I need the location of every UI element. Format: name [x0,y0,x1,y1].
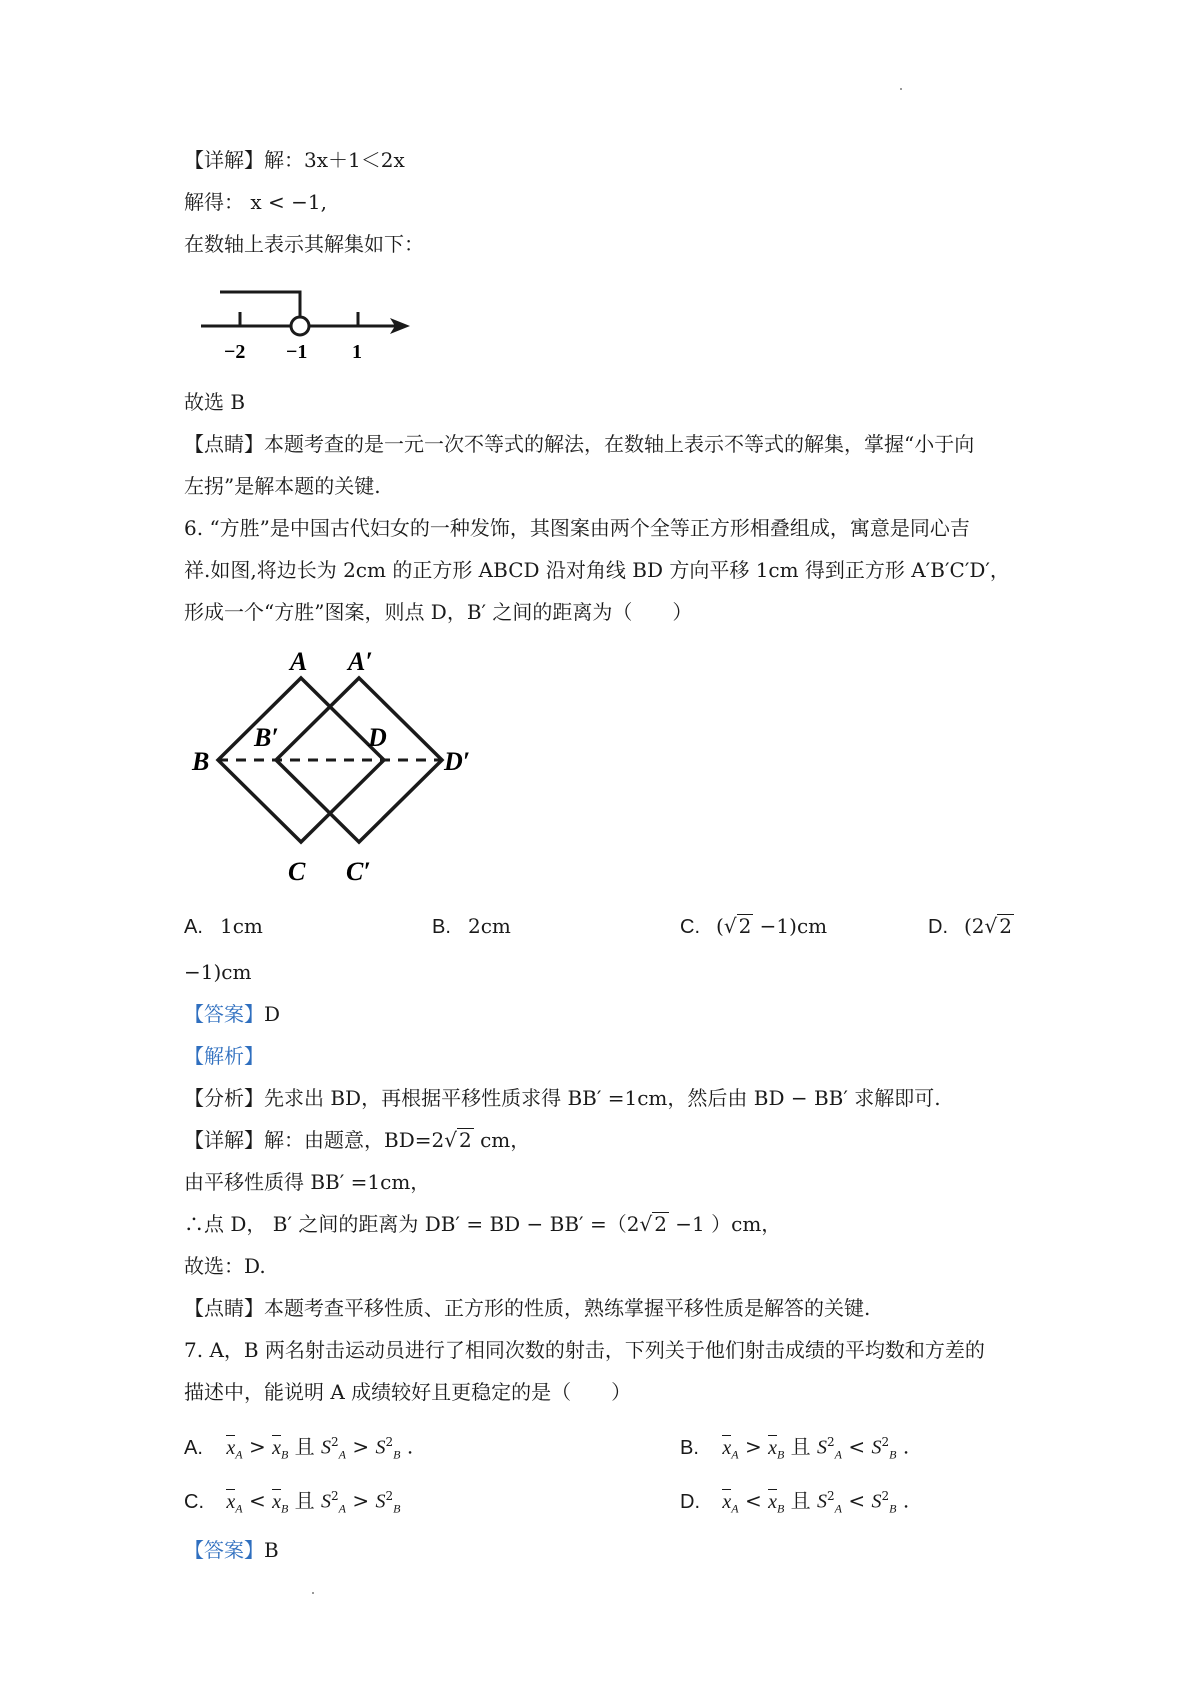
radicand: 2 [458,1128,472,1152]
var-s: S [817,1436,828,1459]
sub: B [889,1447,897,1462]
tick-label-minus-2: −2 [224,341,246,362]
sup: 2 [881,1435,890,1449]
q5-solve-line: 解得： x < −1, [184,190,327,214]
option-label: B. [432,916,451,938]
sqrt-sign: √ [444,1128,457,1152]
option-pre: ( [716,914,724,938]
sub: A [235,1501,243,1516]
q6-detail-line [184,1126,530,1154]
q7-answer-tag: 【答案】 [184,1538,264,1562]
var-s: S [871,1436,882,1459]
sup: 2 [881,1489,890,1503]
q7-option-d [680,1482,909,1523]
sup: 2 [385,1435,394,1449]
rel: < [242,1488,273,1513]
q5-comment-text1: 本题考查的是一元一次不等式的解法，在数轴上表示不等式的解集，掌握“小于向 [264,432,975,456]
q6-stem-line2: 祥.如图,将边长为 2cm 的正方形 ABCD 沿对角线 BD 方向平移 1cm 得到正方形 A′B′C′D′， [184,558,1010,582]
rel: > [346,1488,376,1513]
q6-choose: 故选：D. [184,1254,266,1278]
q6-translate-line: 由平移性质得 BB′ =1cm， [184,1170,431,1194]
label-C-prime: C′ [346,857,371,886]
mean-x: x [722,1490,732,1513]
sub: B [280,1447,289,1462]
sub: B [776,1501,785,1516]
label-D-prime: D′ [444,747,471,776]
sub: A [731,1447,739,1462]
q5-detail-line [184,146,405,174]
sup: 2 [827,1489,835,1503]
q6-detail-post: cm， [473,1128,531,1152]
q6-option-b [432,912,511,941]
sub: B [393,1501,401,1516]
option-text: 2cm [468,914,511,938]
q6-detail-tag: 【详解】 [184,1128,264,1152]
sub: A [338,1501,347,1516]
option-label: C. [184,1490,204,1513]
mean-x: x [722,1436,732,1459]
q6-option-c [680,912,827,941]
mean-x: x [226,1436,236,1459]
tick-label-minus-1: −1 [286,341,308,362]
q5-comment-line2: 左拐”是解本题的关键. [184,474,381,498]
label-A: A [290,647,308,676]
mean-x: x [272,1436,281,1459]
end: . [400,1434,414,1459]
sup: 2 [827,1435,835,1449]
sub: A [235,1447,243,1462]
q7-stem-line1: 7. A，B 两名射击运动员进行了相同次数的射击，下列关于他们射击成绩的平均数和方差的 [184,1338,985,1362]
q6-comment-text: 本题考查平移性质、正方形的性质，熟练掌握平移性质是解答的关键. [264,1296,871,1320]
mid: 且 [288,1488,322,1513]
rel: < [842,1434,872,1459]
q6-stem-line1: 6. “方胜”是中国古代妇女的一种发饰，其图案由两个全等正方形相叠组成，寓意是同心吉 [184,516,970,540]
label-B: B [192,747,210,776]
var-s: S [375,1436,386,1459]
sub: A [731,1501,739,1516]
mean-x: x [768,1490,777,1513]
rel: > [346,1434,376,1459]
q5-comment-tag: 【点睛】 [184,432,264,456]
var-s: S [871,1490,882,1513]
var-s: S [321,1436,332,1459]
sup: 2 [331,1435,339,1449]
q6-detail-pre: 解：由题意，BD= [264,1128,432,1152]
sup: 2 [331,1489,339,1503]
q6-option-d-wrap: −1)cm [184,960,252,984]
mid: 且 [288,1434,322,1459]
mean-x: x [272,1490,281,1513]
open-circle-minus-1 [291,317,309,335]
q6-answer-line [184,1000,280,1028]
end: . [896,1434,910,1459]
mean-x: x [768,1436,777,1459]
solution-bracket [220,292,300,326]
radicand: 2 [999,914,1013,938]
scan-speck [900,88,902,90]
rel: < [738,1488,769,1513]
label-A-prime: A′ [348,647,373,676]
option-text: 1cm [220,914,263,938]
coef: 2 [626,1212,640,1236]
q6-answer-tag: 【答案】 [184,1002,264,1026]
q7-option-c [184,1482,400,1523]
label-C: C [288,857,306,886]
q7-answer: B [264,1538,279,1562]
q6-answer: D [264,1002,281,1026]
q7-option-a [184,1428,413,1469]
sqrt-sign: √ [984,914,998,938]
radicand: 2 [654,1212,667,1236]
end: . [896,1488,910,1513]
q7-option-b [680,1428,909,1469]
option-post: −1)cm [753,914,828,938]
rel: > [738,1434,769,1459]
var-s: S [375,1490,386,1513]
sub: A [834,1447,843,1462]
mid: 且 [784,1434,818,1459]
option-label: A. [184,1436,203,1459]
fangsheng-figure [186,640,486,890]
q6-comment-line [184,1294,870,1322]
q6-fenxi-tag: 【分析】 [184,1086,264,1110]
sqrt-sign: √ [723,914,737,938]
sub: A [834,1501,843,1516]
q7-answer-line [184,1536,279,1564]
q6-therefore-line [184,1210,781,1238]
radicand: 2 [738,914,752,938]
q5-numberline-intro: 在数轴上表示其解集如下： [184,232,424,256]
q6-option-d [928,912,1014,941]
q5-detail-tag: 【详解】 [184,148,264,172]
q6-therefore-pre: ∴点 D， B′ 之间的距离为 DB′ = BD − BB′ =（ [184,1212,627,1236]
label-D: D [368,723,387,752]
q6-fenxi-line [184,1084,941,1112]
mid: 且 [784,1488,818,1513]
option-label: B. [680,1436,699,1459]
mean-x: x [226,1490,236,1513]
sqrt-sign: √ [639,1212,653,1236]
label-B-prime: B′ [254,723,279,752]
sup: 2 [385,1489,394,1503]
rel: > [242,1434,273,1459]
q5-comment-line1 [184,430,974,458]
option-label: C. [680,916,700,938]
option-label: D. [680,1490,700,1513]
q6-therefore-post: −1 ）cm， [668,1212,782,1236]
q6-comment-tag: 【点睛】 [184,1296,264,1320]
q6-analysis-tag: 【解析】 [184,1044,264,1068]
rel: < [842,1488,872,1513]
coef: 2 [431,1128,445,1152]
q6-stem-line3: 形成一个“方胜”图案，则点 D，B′ 之间的距离为（ ） [184,600,693,624]
q7-stem-line2: 描述中，能说明 A 成绩较好且更稳定的是（ ） [184,1380,632,1404]
q5-detail-text: 解：3x＋1＜2x [264,148,405,172]
sub: B [776,1447,785,1462]
option-label: D. [928,916,948,938]
option-pre: (2 [964,914,985,938]
option-label: A. [184,916,203,938]
scan-speck [312,1592,314,1594]
var-s: S [321,1490,332,1513]
tick-label-plus-1: 1 [352,341,362,362]
sub: B [889,1501,897,1516]
var-s: S [817,1490,828,1513]
number-line-figure [196,272,426,362]
q5-choose: 故选 B [184,390,246,414]
sub: A [338,1447,347,1462]
sub: B [280,1501,289,1516]
q6-fenxi-text: 先求出 BD，再根据平移性质求得 BB′ =1cm，然后由 BD − BB′ 求解即可. [264,1086,941,1110]
sub: B [393,1447,401,1462]
q6-option-a [184,912,263,941]
